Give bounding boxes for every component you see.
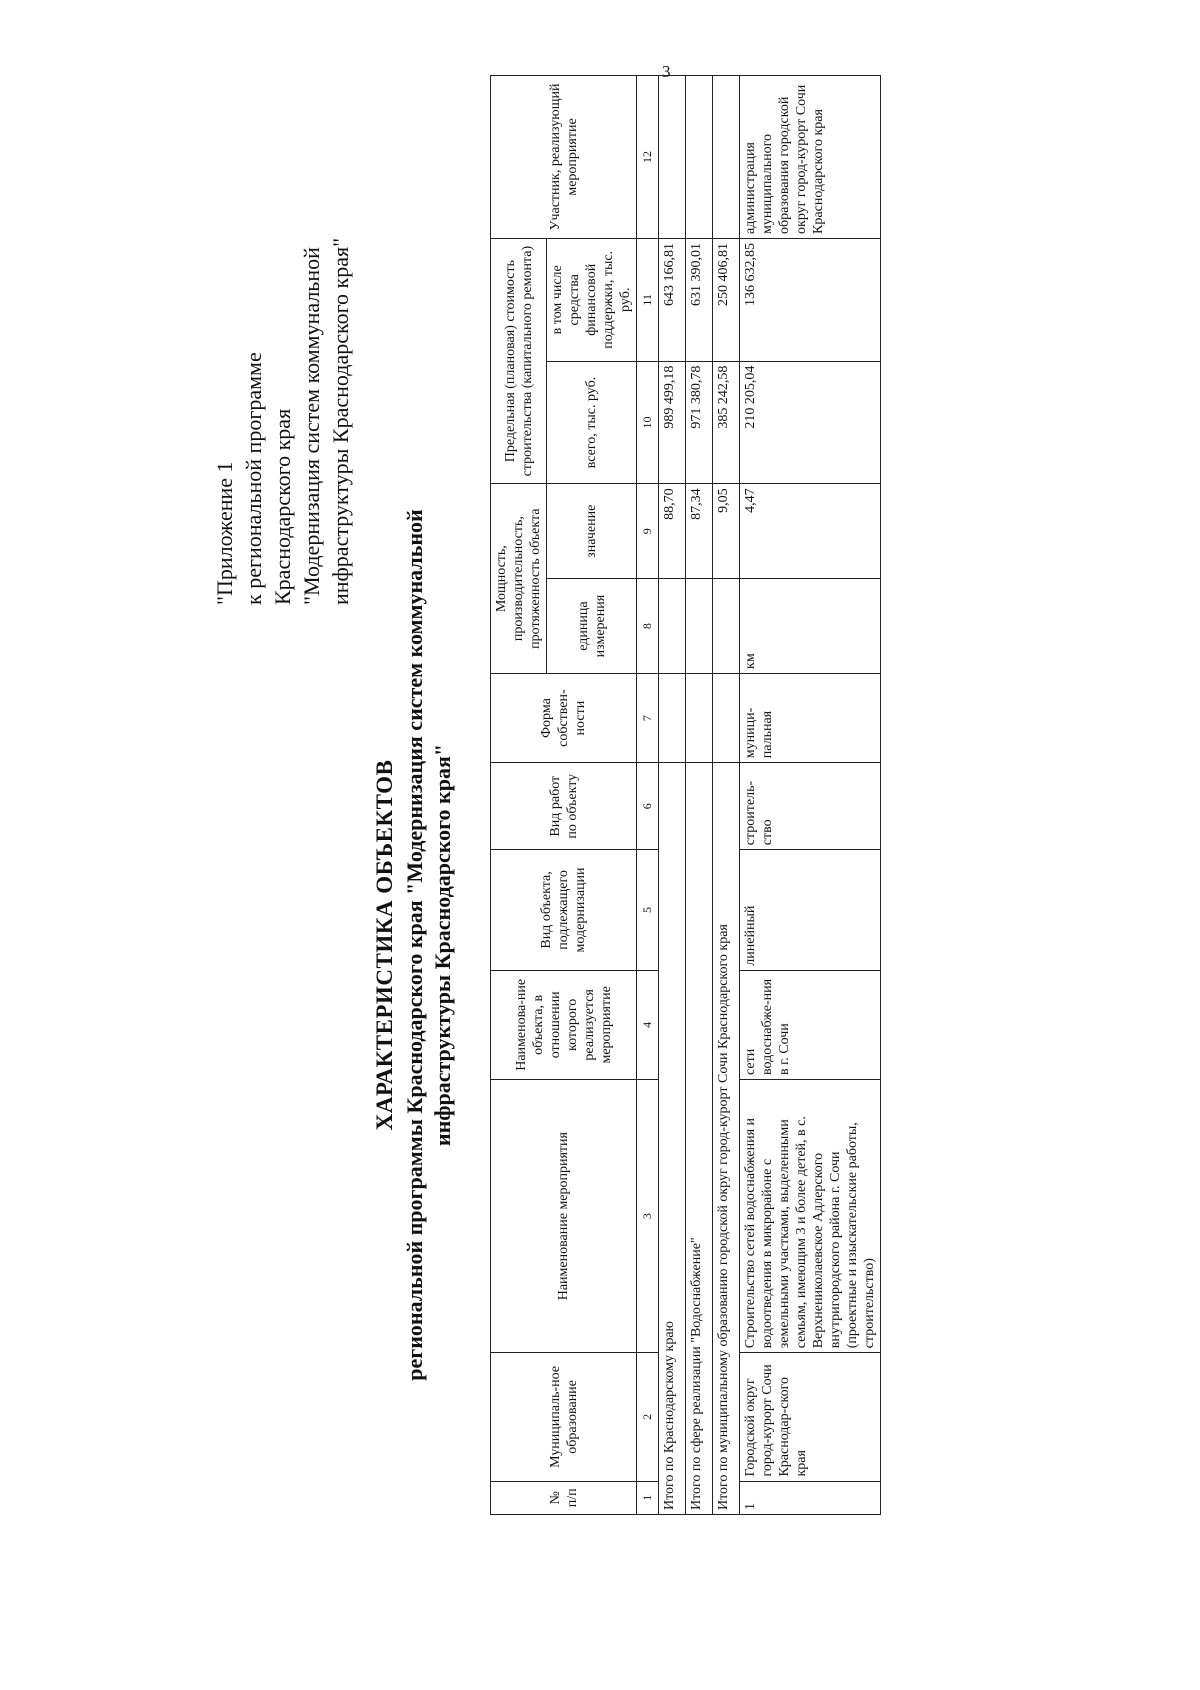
cell-ownership: муници-пальная bbox=[740, 673, 881, 762]
header-capacity-unit: единица измерения bbox=[547, 579, 637, 674]
header-event-name: Наименование мероприятия bbox=[491, 1080, 637, 1353]
total-row-sphere bbox=[686, 76, 713, 1515]
total-cost-support: 643 166,81 bbox=[659, 238, 686, 361]
column-number: 6 bbox=[637, 763, 659, 850]
total-cost-support: 631 390,01 bbox=[686, 238, 713, 361]
empty-cell bbox=[713, 76, 740, 239]
header-ownership: Форма собствен-ности bbox=[491, 673, 637, 762]
column-number: 2 bbox=[637, 1353, 659, 1481]
header-cost: Предельная (плановая) стоимость строительства (капитального ремонта) bbox=[491, 238, 547, 483]
total-cost-total: 971 380,78 bbox=[686, 361, 713, 484]
header-capacity: Мощность, производительность, протяженность объекта bbox=[491, 484, 547, 674]
appendix-note bbox=[210, 85, 355, 605]
page-number: 3 bbox=[662, 62, 671, 81]
header-cost-support: в том числе средства финансовой поддержки, тыс. руб. bbox=[547, 238, 637, 361]
table-header-row bbox=[491, 76, 547, 1515]
column-number: 7 bbox=[637, 673, 659, 762]
total-label: Итого по сфере реализации "Водоснабжение" bbox=[686, 763, 713, 1515]
document-subtitle: региональной программы Краснодарского края "Модернизация систем коммунальной bbox=[402, 509, 427, 1381]
empty-cell bbox=[686, 579, 713, 674]
column-number: 4 bbox=[637, 970, 659, 1079]
cell-object-name: сети водоснабже-ния в г. Сочи bbox=[740, 970, 881, 1079]
column-number: 9 bbox=[637, 484, 659, 579]
column-number: 8 bbox=[637, 579, 659, 674]
header-cost-total: всего, тыс. руб. bbox=[547, 361, 637, 484]
total-capacity-value: 87,34 bbox=[686, 484, 713, 579]
header-no: № п/п bbox=[491, 1481, 637, 1514]
column-number: 12 bbox=[637, 76, 659, 239]
cell-participant: администрация муниципального образования городской округ город-курорт Сочи Краснодарского края bbox=[740, 76, 881, 239]
document-title: ХАРАКТЕРИСТИКА ОБЪЕКТОВ bbox=[372, 759, 397, 1131]
cell-object-type: линейный bbox=[740, 850, 881, 970]
header-municipality: Муниципаль-ное образование bbox=[491, 1353, 637, 1481]
total-row-region bbox=[659, 76, 686, 1515]
total-cost-support: 250 406,81 bbox=[713, 238, 740, 361]
empty-cell bbox=[659, 673, 686, 762]
appendix-line: "Приложение 1 bbox=[212, 461, 237, 605]
total-capacity-value: 88,70 bbox=[659, 484, 686, 579]
empty-cell bbox=[713, 673, 740, 762]
total-label: Итого по Краснодарскому краю bbox=[659, 763, 686, 1515]
cell-cost-total: 210 205,04 bbox=[740, 361, 881, 484]
header-participant: Участник, реализующий мероприятие bbox=[491, 76, 637, 239]
appendix-line: инфраструктуры Краснодарского края" bbox=[328, 237, 353, 605]
cell-capacity-value: 4,47 bbox=[740, 484, 881, 579]
document-subtitle-cont: инфраструктуры Краснодарского края" bbox=[430, 743, 455, 1147]
empty-cell bbox=[659, 579, 686, 674]
column-number: 10 bbox=[637, 361, 659, 484]
header-work-type: Вид работ по объекту bbox=[491, 763, 637, 850]
total-row-municipal bbox=[713, 76, 740, 1515]
total-cost-total: 989 499,18 bbox=[659, 361, 686, 484]
table-row bbox=[740, 76, 881, 1515]
column-number: 5 bbox=[637, 850, 659, 970]
empty-cell bbox=[659, 76, 686, 239]
empty-cell bbox=[686, 673, 713, 762]
objects-table bbox=[490, 75, 881, 1515]
appendix-line: Краснодарского края bbox=[270, 408, 295, 605]
cell-capacity-unit: км bbox=[740, 579, 881, 674]
column-number: 3 bbox=[637, 1080, 659, 1353]
header-capacity-value: значение bbox=[547, 484, 637, 579]
empty-cell bbox=[686, 76, 713, 239]
rotated-page-content bbox=[180, 55, 1040, 1555]
appendix-line: к региональной программе bbox=[241, 352, 266, 605]
column-number: 11 bbox=[637, 238, 659, 361]
total-label: Итого по муниципальному образованию городской округ город-курорт Сочи Краснодарского края bbox=[713, 763, 740, 1515]
cell-no: 1 bbox=[740, 1481, 881, 1514]
appendix-line: "Модернизация систем коммунальной bbox=[299, 247, 324, 605]
total-capacity-value: 9,05 bbox=[713, 484, 740, 579]
total-cost-total: 385 242,58 bbox=[713, 361, 740, 484]
cell-cost-support: 136 632,85 bbox=[740, 238, 881, 361]
header-object-type: Вид объекта, подлежащего модернизации bbox=[491, 850, 637, 970]
column-number: 1 bbox=[637, 1481, 659, 1514]
cell-work-type: строитель-ство bbox=[740, 763, 881, 850]
cell-municipality: Городской округ город-курорт Сочи Краснодар-ского края bbox=[740, 1353, 881, 1481]
header-object-name: Наименова-ние объекта, в отношении которого реализуется мероприятие bbox=[491, 970, 637, 1079]
empty-cell bbox=[713, 579, 740, 674]
column-number-row bbox=[637, 76, 659, 1515]
cell-event-name: Строительство сетей водоснабжения и водоотведения в микрорайоне с земельными участками, выделенными семьям, имеющим 3 и более детей, в с. Верхнениколаевское Адлерского внутригородского района г. Сочи (проектные и изыскательские работы, строительство) bbox=[740, 1080, 881, 1353]
